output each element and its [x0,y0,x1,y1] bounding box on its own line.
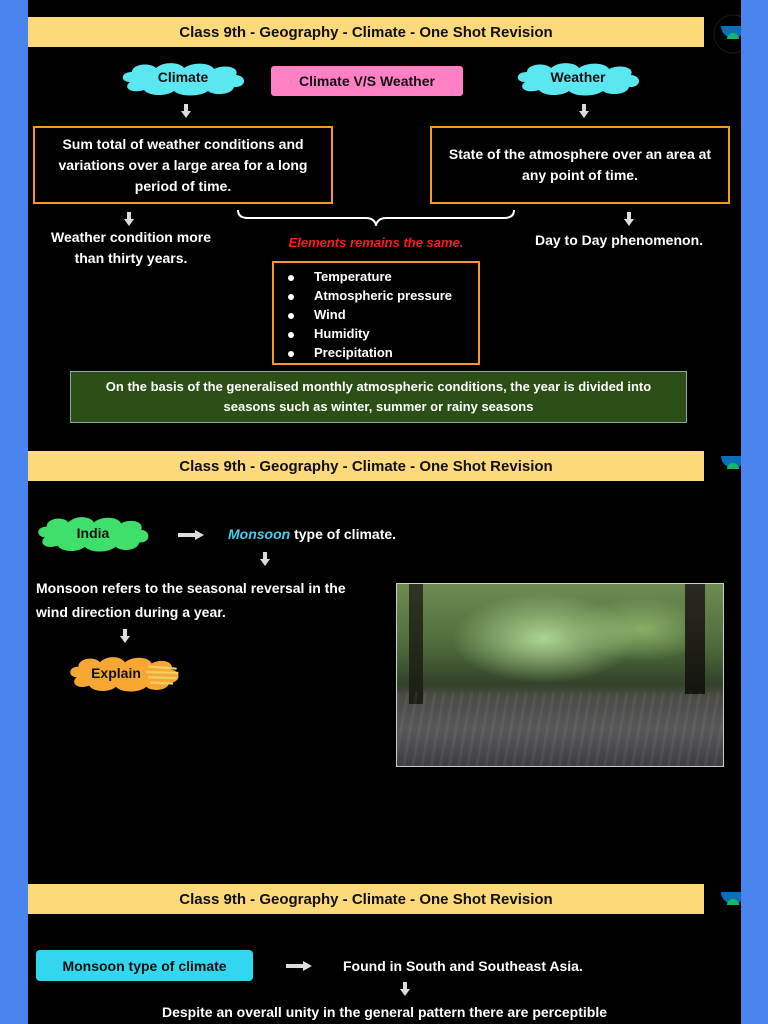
slide-header [28,451,704,481]
slide-monsoon [28,450,741,866]
bullet-icon [288,332,294,338]
down-arrow-icon [624,212,634,226]
climate-note: Weather condition more than thirty years. [51,229,211,266]
slide-header [28,17,704,47]
weather-definition: State of the atmosphere over an area at any point of time. [448,146,712,183]
summary-text: On the basis of the generalised monthly atmospheric conditions, the year is divided into seasons such as winter, summer or rainy seasons [105,379,652,414]
header-title: Class 9th - Geography - Climate - One Shot Revision [179,890,553,908]
right-arrow-icon [178,530,204,540]
monsoon-rest: type of climate. [290,526,397,542]
down-arrow-icon [181,104,191,118]
vs-label [271,66,463,96]
unacademy-logo-icon [713,880,741,920]
brace-icon [236,208,516,226]
weather-cloud [512,62,644,96]
despite-text: Despite an overall unity in the general pattern there are perceptible [161,1004,608,1020]
down-arrow-icon [579,104,589,118]
right-arrow-icon [286,961,312,971]
weather-definition-box [430,126,730,204]
list-item: Precipitation [288,343,478,362]
monsoon-type-label [36,950,253,981]
list-item: Temperature [288,267,478,286]
down-arrow-icon [400,982,410,996]
monsoon-line [228,524,396,544]
monsoon-word: Monsoon [228,526,291,542]
climate-definition-box [33,126,333,204]
elements-box [272,261,480,365]
photo-tree-trunk [685,584,705,694]
header-title: Class 9th - Geography - Climate - One Shot Revision [179,23,553,41]
monsoon-definition: Monsoon refers to the seasonal reversal in the wind direction during a year. [36,580,346,620]
list-item: Atmospheric pressure [288,286,478,305]
slide-header [28,884,704,914]
unacademy-logo-icon [713,450,741,484]
list-item: Wind [288,305,478,324]
vs-label-text: Climate V/S Weather [299,73,435,89]
bullet-icon [288,351,294,357]
elements-list [274,263,478,362]
found-text: Found in South and Southeast Asia. [343,958,583,974]
slide-climate-vs-weather [28,0,741,450]
photo-ground [397,692,723,767]
list-item: Humidity [288,324,478,343]
photo-tree-trunk [409,584,423,704]
explain-button[interactable] [66,656,182,692]
bullet-icon [288,294,294,300]
explain-tag: Explain [91,665,141,681]
summary-box [70,371,687,423]
down-arrow-icon [260,552,270,566]
india-tag: India [76,525,110,541]
weather-note: Day to Day phenomenon. [534,232,704,248]
elements-title: Elements remains the same. [288,235,464,250]
monsoon-type-text: Monsoon type of climate [62,957,227,974]
climate-cloud [118,62,248,96]
bullet-icon [288,313,294,319]
down-arrow-icon [120,629,130,643]
weather-tag: Weather [550,69,606,85]
unacademy-logo-icon [713,14,741,54]
header-title: Class 9th - Geography - Climate - One Shot Revision [179,457,553,475]
down-arrow-icon [124,212,134,226]
climate-tag: Climate [157,69,209,85]
bullet-icon [288,275,294,281]
rain-photo [396,583,724,767]
india-cloud [34,516,152,552]
climate-definition: Sum total of weather conditions and variations over a large area for a long period of time. [58,135,308,194]
slide-monsoon-type [28,866,741,1024]
